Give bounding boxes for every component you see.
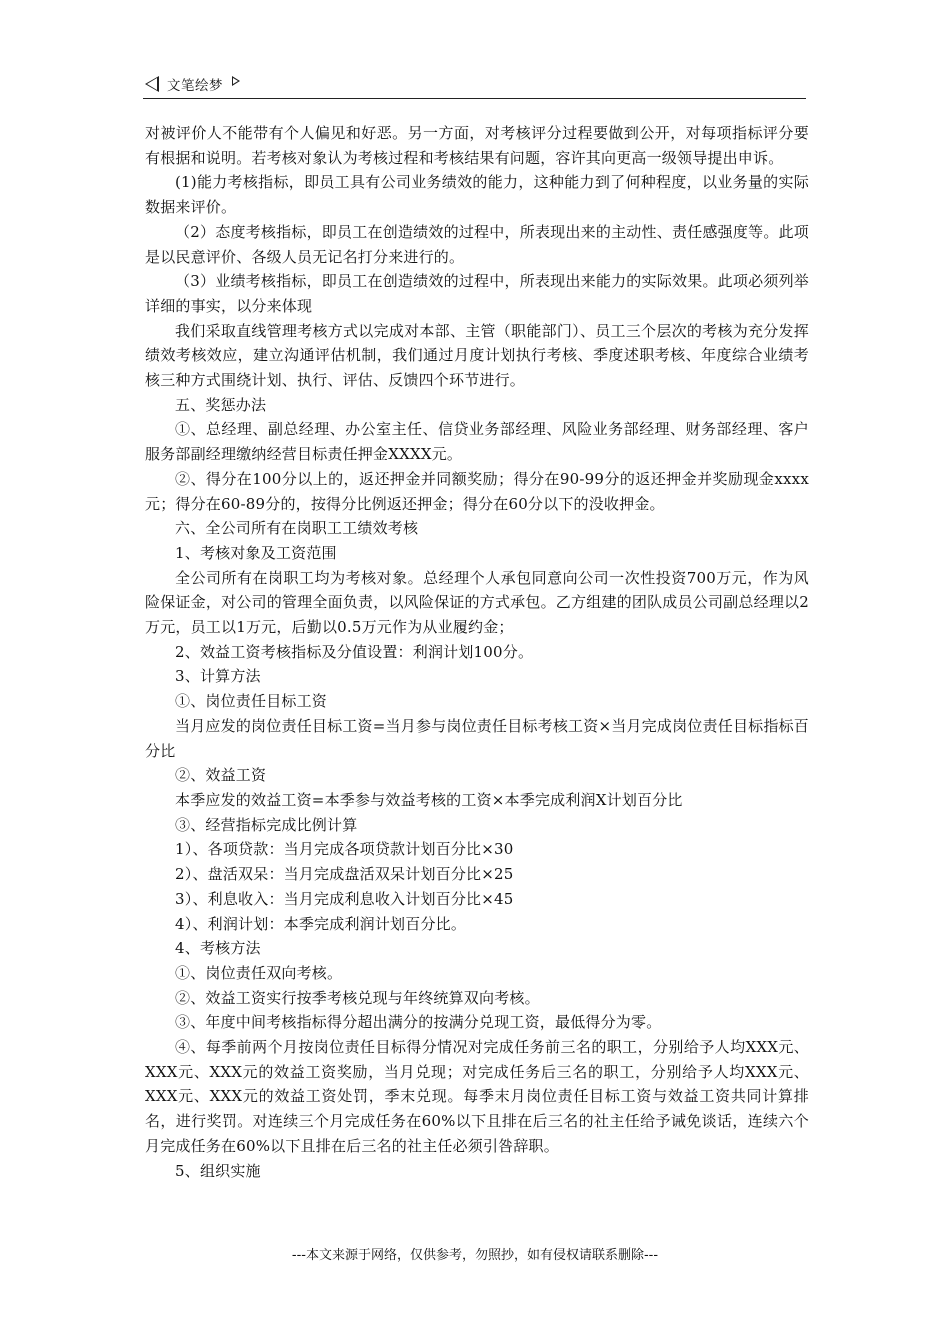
paragraph: ②、效益工资	[175, 766, 267, 785]
paragraph: ①、岗位责任双向考核。	[175, 963, 343, 982]
paragraph: 2）、盘活双呆：当月完成盘活双呆计划百分比×25	[175, 865, 514, 884]
triangle-right-icon	[232, 76, 240, 86]
paragraph: 本季应发的效益工资=本季参与效益考核的工资×本季完成利润X计划百分比	[175, 790, 683, 809]
paragraph: 六、全公司所有在岗职工工绩效考核	[175, 519, 419, 538]
paragraph: ④、每季前两个月按岗位责任目标得分情况对完成任务前三名的职工，分别给予人均XXX元、XXX元、XXX元的效益工资奖励，当月兑现；对完成任务后三名的职工，分别给予人均XXX元、XXX元、XXX元的效益工资处罚，季末兑现。每季末月岗位责任目标工资与效益工资共同计算排名，进行奖罚。对连续三个月完成任务在60%以下且排在后三名的社主任给予诫免谈话，连续六个月完成任务在60%以下且排在后三名的社主任必须引咎辞职。	[145, 1038, 809, 1155]
triangle-left-icon	[145, 76, 159, 92]
paragraph: ①、岗位责任目标工资	[175, 692, 328, 711]
paragraph: 五、奖惩办法	[175, 395, 267, 414]
paragraph: ①、总经理、副总经理、办公室主任、信贷业务部经理、风险业务部经理、财务部经理、客户服务部副经理缴纳经营目标责任押金XXXX元。	[145, 420, 809, 464]
document-body	[145, 121, 809, 1183]
header-brand: 文笔绘梦	[167, 78, 223, 94]
paragraph: ②、效益工资实行按季考核兑现与年终统算双向考核。	[175, 988, 540, 1007]
paragraph: 全公司所有在岗职工均为考核对象。总经理个人承包同意向公司一次性投资700万元，作为风险保证金，对公司的管理全面负责，以风险保证的方式承包。乙方组建的团队成员公司副总经理以2万元，员工以1万元，后勤以0.5万元作为从业履约金；	[145, 568, 809, 637]
paragraph: 我们采取直线管理考核方式以完成对本部、主管（职能部门）、员工三个层次的考核为充分发挥绩效考核效应，建立沟通评估机制，我们通过月度计划执行考核、季度述职考核、年度综合业绩考核三种方式围绕计划、执行、评估、反馈四个环节进行。	[145, 321, 809, 390]
paragraph: （3）业绩考核指标，即员工在创造绩效的过程中，所表现出来能力的实际效果。此项必须列举详细的事实，以分来体现	[145, 272, 809, 315]
paragraph: 4、考核方法	[175, 939, 261, 958]
paragraph: ③、经营指标完成比例计算	[175, 815, 358, 834]
paragraph: 4）、利润计划：本季完成利润计划百分比。	[175, 914, 467, 933]
page-footer: ---本文来源于网络，仅供参考，勿照抄，如有侵权请联系删除---	[291, 1248, 659, 1263]
paragraph: 1、考核对象及工资范围	[175, 543, 337, 562]
paragraph: 当月应发的岗位责任目标工资=当月参与岗位责任目标考核工资×当月完成岗位责任目标指标百分比	[145, 716, 809, 760]
paragraph: 1）、各项贷款：当月完成各项贷款计划百分比×30	[175, 840, 514, 859]
paragraph: 对被评价人不能带有个人偏见和好恶。另一方面，对考核评分过程要做到公开，对每项指标评分要有根据和说明。若考核对象认为考核过程和考核结果有问题，容许其向更高一级领导提出申诉。	[145, 124, 809, 167]
paragraph: ②、得分在100分以上的，返还押金并同额奖励；得分在90-99分的返还押金并奖励现金xxxx元；得分在60-89分的，按得分比例返还押金；得分在60分以下的没收押金。	[145, 469, 809, 513]
paragraph: （2）态度考核指标，即员工在创造绩效的过程中，所表现出来的主动性、责任感强度等。此项是以民意评价、各级人员无记名打分来进行的。	[145, 222, 809, 266]
paragraph: 3）、利息收入：当月完成利息收入计划百分比×45	[175, 889, 514, 908]
paragraph: (1)能力考核指标，即员工具有公司业务绩效的能力，这种能力到了何种程度，以业务量的实际数据来评价。	[145, 173, 809, 217]
page-header	[143, 70, 806, 99]
paragraph: ③、年度中间考核指标得分超出满分的按满分兑现工资，最低得分为零。	[175, 1013, 662, 1032]
paragraph: 3、计算方法	[175, 667, 261, 686]
paragraph: 5、组织实施	[175, 1161, 261, 1180]
paragraph: 2、效益工资考核指标及分值设置：利润计划100分。	[175, 642, 534, 661]
